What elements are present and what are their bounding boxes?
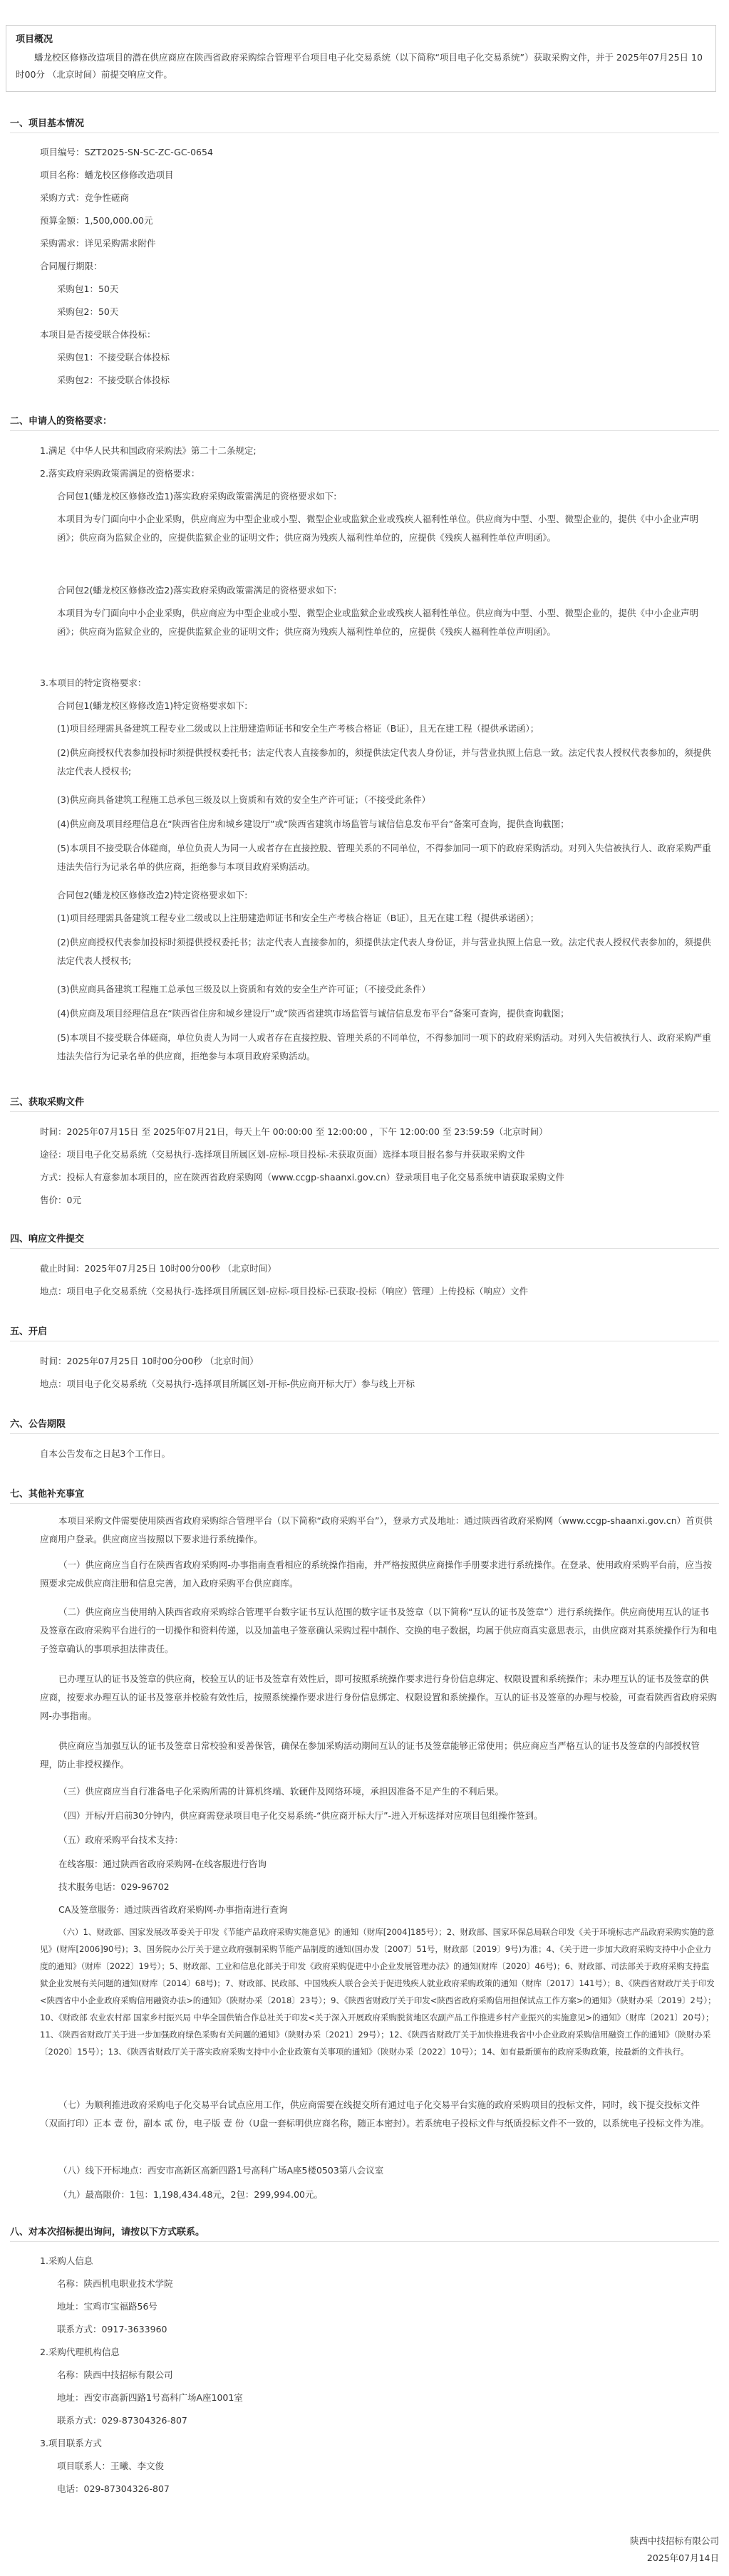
other-para-1: 本项目采购文件需要使用陕西省政府采购综合管理平台（以下简称“政府采购平台”），登录方式及地址：通过陕西省政府采购网（www.ccgp-shaanxi.gov.cn）首页供应商用户登录。供应商应当按照以下要求进行系统操作。 — [40, 1515, 713, 1544]
project-number: 项目编号：SZT2025-SN-SC-ZC-GC-0654 — [40, 147, 213, 157]
special-pkg2-item-2: (2)供应商授权代表参加投标时须提供授权委托书；法定代表人直接参加的，须提供法定代表人身份证，并与营业执照上信息一致。法定代表人授权代表参加的，须提供法定代表人授权书; — [57, 937, 711, 966]
buyer-name: 名称：陕西机电职业技术学院 — [57, 2278, 173, 2289]
buyer-address: 地址：宝鸡市宝福路56号 — [57, 2301, 157, 2312]
section-title: 五、开启 — [10, 1326, 48, 1337]
buyer-phone: 联系方式：0917-3633960 — [57, 2324, 167, 2334]
qualification-item-1: 1.满足《中华人民共和国政府采购法》第二十二条规定; — [40, 445, 257, 456]
procurement-method: 采购方式：竞争性磋商 — [40, 192, 130, 203]
contract-period-pkg2: 采购包2：50天 — [57, 306, 119, 317]
project-contact-person: 项目联系人：王曦、李文俊 — [57, 2461, 165, 2471]
special-pkg1-item-1: (1)项目经理需具备建筑工程专业二级或以上注册建造师证书和安全生产考核合格证（B证），且无在建工程（提供承诺函）； — [57, 723, 539, 734]
other-para-7: （四）开标/开启前30分钟内，供应商需登录项目电子化交易系统-“供应商开标大厅”-进入开标选择对应项目包组操作签到。 — [58, 1810, 543, 1821]
agent-phone: 联系方式：029-87304326-807 — [57, 2415, 187, 2426]
other-para-2: （一）供应商应当自行在陕西省政府采购网-办事指南查看相应的系统操作指南，并严格按照供应商操作手册要求进行系统操作。在登录、使用政府采购平台前，应当按照要求完成供应商注册和信息完善，加入政府采购平台供应商库。 — [40, 1559, 713, 1589]
notice-period-text: 自本公告发布之日起3个工作日。 — [40, 1448, 170, 1459]
price-cap: （九）最高限价：1包：1,198,434.48元，2包：299,994.00元。 — [58, 2189, 323, 2200]
issuing-organization: 陕西中技招标有限公司 — [629, 2535, 719, 2546]
other-para-13: （七）为顺利推进政府采购电子化交易平台试点应用工作，供应商需要在线提交所有通过电子化交易平台实施的政府采购项目的投标文件，同时，线下提交投标文件（双面打印）正本 壹 份，副本 贰 份，电子版 壹 份（U盘一套标明供应商名称，随正本密封）。若系统电子投标文件与纸质投标文件不一致的，以系统电子投标文件为准。 — [40, 2099, 710, 2129]
procurement-need: 采购需求：详见采购需求附件 — [40, 238, 156, 249]
policy-list: （六）1、财政部、国家发展改革委关于印发《节能产品政府采购实施意见》的通知（财库[2004]185号）；2、财政部、国家环保总局联合印发《关于环境标志产品政府采购实施的意见》(财库[2006]90号)；3、国务院办公厅关于建立政府强制采购节能产品制度的通知(国办发〔2007〕51号，财政部〔2019〕9号)为准；4、《关于进一步加大政府采购支持中小企业力度的通知》（财库〔2022〕19号）；5、财政部、工业和信息化部关于印发《政府采购促进中小企业发展管理办法》的通知(财库〔2020〕46号)；6、财政部、司法部关于政府采购支持监狱企业发展有关问题的通知(财库〔2014〕68号)；7、财政部、民政部、中国残疾人联合会关于促进残疾人就业政府采购政策的通知（财库〔2017〕141号）；8、《陕西省财政厅关于印发<陕西省中小企业政府采购信用融资办法>的通知》（陕财办采〔2018〕23号）；9、《陕西省财政厅关于印发<陕西省政府采购信用担保试点工作方案>的通知》（陕财办采〔2019〕2号）；10、《财政部 农业农村部 国家乡村振兴局 中华全国供销合作总社关于印发<关于深入开展政府采购脱贫地区农副产品工作推进乡村产业振兴的实施意见>的通知》（财库〔2021〕20号）；11、《陕西省财政厅关于进一步加强政府绿色采购有关问题的通知》（陕财办采〔2021〕29号）；12、《陕西省财政厅关于加快推进我省中小企业政府采购信用融资工作的通知》（陕财办采〔2020〕15号）；13、《陕西省财政厅关于落实政府采购支持中小企业政策有关事项的通知》（陕财办采〔2022〕10号）；14、如有最新颁布的政府采购政策，按最新的文件执行。 — [40, 1927, 716, 2057]
special-pkg2-item-1: (1)项目经理需具备建筑工程专业二级或以上注册建造师证书和安全生产考核合格证（B证），且无在建工程（提供承诺函）； — [57, 913, 539, 923]
policy-pkg2-head: 合同包2(蟠龙校区修修改造2)落实政府采购政策需满足的资格要求如下: — [57, 585, 337, 596]
support-ca: CA及签章服务：通过陕西省政府采购网-办事指南进行查询 — [58, 1904, 288, 1915]
overview-title: 项目概况 — [16, 34, 53, 45]
agent-name: 名称：陕西中技招标有限公司 — [57, 2369, 173, 2380]
submit-deadline: 截止时间：2025年07月25日 10时00分00秒 （北京时间） — [40, 1263, 276, 1274]
consortium-pkg2: 采购包2：不接受联合体投标 — [57, 375, 170, 385]
special-pkg2-item-4: (4)供应商及项目经理信息在“陕西省住房和城乡建设厅”或“陕西省建筑市场监管与诚信信息发布平台”备案可查询，提供查询截图； — [57, 1008, 569, 1019]
obtain-time: 时间：2025年07月15日 至 2025年07月21日，每天上午 00:00:00 至 12:00:00 ，下午 12:00:00 至 23:59:59（北京时间） — [40, 1126, 548, 1137]
qualification-item-3: 3.本项目的特定资格要求： — [40, 677, 147, 688]
section-title: 四、响应文件提交 — [10, 1234, 85, 1245]
consortium-label: 本项目是否接受联合体投标： — [40, 329, 156, 340]
section-title: 一、项目基本情况 — [10, 118, 85, 129]
offline-opening-place: （八）线下开标地点：西安市高新区高新四路1号高科广场A座5楼0503第八会议室 — [58, 2165, 384, 2176]
other-para-5: 供应商应当加强互认的证书及签章日常校验和妥善保管，确保在参加采购活动期间互认的证书及签章能够正常使用；供应商应当严格互认的证书及签章的内部授权管理，防止非授权操作。 — [40, 1740, 700, 1770]
special-pkg2-item-5: (5)本项目不接受联合体磋商，单位负责人为同一人或者存在直接控股、管理关系的不同单位，不得参加同一项下的政府采购活动。对列入失信被执行人、政府采购严重违法失信行为记录名单的供应商，拒绝参与本项目政府采购活动。 — [57, 1032, 711, 1061]
consortium-pkg1: 采购包1：不接受联合体投标 — [57, 352, 170, 363]
agent-info-head: 2.采购代理机构信息 — [40, 2347, 120, 2357]
divider — [10, 2241, 719, 2242]
budget-amount: 预算金额：1,500,000.00元 — [40, 215, 153, 226]
divider — [10, 1248, 719, 1249]
project-overview-box — [6, 25, 716, 92]
obtain-price: 售价：0元 — [40, 1195, 81, 1205]
special-pkg1-head: 合同包1(蟠龙校区修修改造1)特定资格要求如下: — [57, 700, 248, 711]
section-title: 七、其他补充事宜 — [10, 1489, 85, 1500]
divider — [10, 1111, 719, 1112]
section-title: 八、对本次招标提出询问，请按以下方式联系。 — [10, 2227, 205, 2238]
project-contact-phone: 电话：029-87304326-807 — [57, 2483, 170, 2494]
divider — [10, 1503, 719, 1504]
section-title: 二、申请人的资格要求： — [10, 416, 113, 427]
obtain-method: 方式：投标人有意参加本项目的，应在陕西省政府采购网（www.ccgp-shaanxi.gov.cn）登录项目电子化交易系统申请获取采购文件 — [40, 1172, 564, 1183]
open-place: 地点：项目电子化交易系统（交易执行-选择项目所属区划-开标-供应商开标大厅）参与线上开标 — [40, 1378, 415, 1389]
special-pkg2-head: 合同包2(蟠龙校区修修改造2)特定资格要求如下: — [57, 890, 248, 900]
section-title: 三、获取采购文件 — [10, 1097, 85, 1108]
qualification-item-2: 2.落实政府采购政策需满足的资格要求： — [40, 468, 200, 479]
other-para-6: （三）供应商应当自行准备电子化采购所需的计算机终端、软硬件及网络环境，承担因准备不足产生的不利后果。 — [58, 1786, 505, 1797]
special-pkg1-item-3: (3)供应商具备建筑工程施工总承包三级及以上资质和有效的安全生产许可证；（不接受此条件） — [57, 794, 430, 805]
policy-pkg1-text: 本项目为专门面向中小企业采购，供应商应为中型企业或小型、微型企业或监狱企业或残疾人福利性单位。供应商为中型、小型、微型企业的，提供《中小企业声明函》；供应商为监狱企业的，应提供监狱企业的证明文件；供应商为残疾人福利性单位的，应提供《残疾人福利性单位声明函》。 — [57, 514, 699, 543]
divider — [10, 430, 719, 431]
overview-text: 蟠龙校区修修改造项目的潜在供应商应在陕西省政府采购综合管理平台项目电子化交易系统（以下简称“项目电子化交易系统”）获取采购文件，并于 2025年07月25日 10时00分 （北京时间）前提交响应文件。 — [16, 52, 703, 80]
other-para-4: 已办理互认的证书及签章的供应商，校验互认的证书及签章有效性后，即可按照系统操作要求进行身份信息绑定、权限设置和系统操作；未办理互认的证书及签章的供应商，按要求办理互认的证书及签章并校验有效性后，按照系统操作要求进行身份信息绑定、权限设置和系统操作。互认的证书及签章的办理与校验，可查看陕西省政府采购网-办事指南。 — [40, 1673, 718, 1721]
special-pkg1-item-4: (4)供应商及项目经理信息在“陕西省住房和城乡建设厅”或“陕西省建筑市场监管与诚信信息发布平台”备案可查询，提供查询截图； — [57, 819, 569, 829]
policy-pkg2-text: 本项目为专门面向中小企业采购，供应商应为中型企业或小型、微型企业或监狱企业或残疾人福利性单位。供应商为中型、小型、微型企业的，提供《中小企业声明函》；供应商为监狱企业的，应提供监狱企业的证明文件；供应商为残疾人福利性单位的，应提供《残疾人福利性单位声明函》。 — [57, 608, 699, 637]
project-contact-head: 3.项目联系方式 — [40, 2438, 102, 2448]
project-name: 项目名称：蟠龙校区修修改造项目 — [40, 170, 174, 180]
buyer-info-head: 1.采购人信息 — [40, 2255, 93, 2266]
support-online: 在线客服：通过陕西省政府采购网-在线客服进行咨询 — [58, 1859, 267, 1869]
special-pkg1-item-2: (2)供应商授权代表参加投标时须提供授权委托书；法定代表人直接参加的，须提供法定代表人身份证，并与营业执照上信息一致。法定代表人授权代表参加的，须提供法定代表人授权书; — [57, 747, 711, 777]
special-pkg2-item-3: (3)供应商具备建筑工程施工总承包三级及以上资质和有效的安全生产许可证；（不接受此条件） — [57, 984, 430, 994]
divider — [10, 1433, 719, 1434]
contract-period-label: 合同履行期限： — [40, 261, 103, 271]
contract-period-pkg1: 采购包1：50天 — [57, 284, 119, 294]
open-time: 时间：2025年07月25日 10时00分00秒 （北京时间） — [40, 1356, 259, 1366]
policy-pkg1-head: 合同包1(蟠龙校区修修改造1)落实政府采购政策需满足的资格要求如下: — [57, 491, 337, 502]
announcement-footer — [630, 2533, 719, 2567]
section-title: 六、公告期限 — [10, 1419, 66, 1430]
obtain-place: 途径：项目电子化交易系统（交易执行-选择项目所属区划-应标-项目投标-未获取页面）选择本项目报名参与并获取采购文件 — [40, 1149, 525, 1160]
agent-address: 地址：西安市高新四路1号高科广场A座1001室 — [57, 2392, 243, 2403]
special-pkg1-item-5: (5)本项目不接受联合体磋商，单位负责人为同一人或者存在直接控股、管理关系的不同单位，不得参加同一项下的政府采购活动。对列入失信被执行人、政府采购严重违法失信行为记录名单的供应商，拒绝参与本项目政府采购活动。 — [57, 843, 711, 872]
other-para-8: （五）政府采购平台技术支持： — [58, 1834, 184, 1845]
submit-place: 地点：项目电子化交易系统（交易执行-选择项目所属区划-应标-项目投标-已获取-投标（响应）管理）上传投标（响应）文件 — [40, 1286, 529, 1297]
other-para-3: （二）供应商应当使用纳入陕西省政府采购综合管理平台数字证书互认范围的数字证书及签章（以下简称“互认的证书及签章”）进行系统操作。供应商使用互认的证书及签章在政府采购平台进行的一切操作和资料传递，以及加盖电子签章确认采购过程中制作、交换的电子数据，均属于供应商真实意思表示，由供应商对其系统操作行为和电子签章确认的事项承担法律责任。 — [40, 1606, 718, 1654]
issue-date: 2025年07月14日 — [646, 2552, 719, 2563]
support-phone: 技术服务电话：029-96702 — [58, 1881, 170, 1892]
